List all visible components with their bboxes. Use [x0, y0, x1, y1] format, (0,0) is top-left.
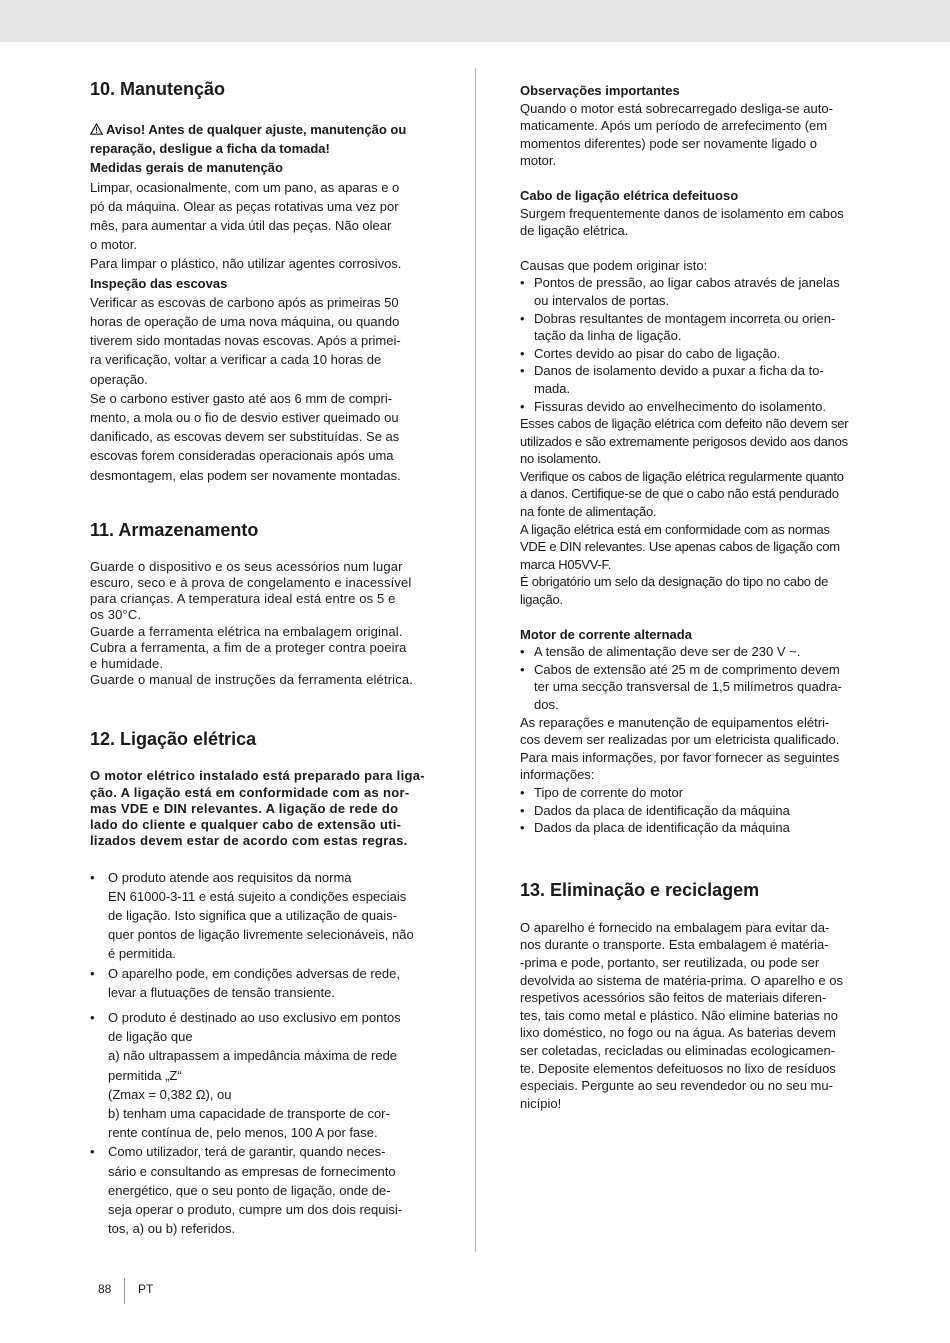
text-line: Verificar as escovas de carbono após as primeiras 50 — [90, 294, 399, 310]
list-item — [90, 1142, 432, 1238]
important-notes-text — [520, 100, 860, 170]
bullet-icon: • — [520, 345, 525, 361]
brush-inspection-heading: Inspeção das escovas — [90, 275, 228, 291]
list-item-text: O produto atende aos requisitos da norma — [108, 869, 352, 885]
general-maintenance-text — [90, 178, 432, 274]
warning-text — [90, 120, 432, 158]
list-item-text: O aparelho pode, em condições adversas de rede, — [108, 965, 400, 981]
text-line: Guarde a ferramenta elétrica na embalagem original. — [90, 623, 403, 639]
right-column — [520, 82, 860, 1112]
text-line: desmontagem, elas podem ser novamente montadas. — [90, 467, 401, 483]
brush-inspection-text — [90, 293, 432, 485]
list-item-text: levar a flutuações de tensão transiente. — [108, 984, 335, 1000]
top-band — [0, 0, 950, 42]
text-line: escovas forem consideradas operacionais após uma — [90, 448, 394, 464]
electrical-intro-text — [90, 768, 432, 849]
defective-cable-heading: Cabo de ligação elétrica defeituoso — [520, 187, 739, 203]
required-info-list — [520, 784, 860, 837]
bullet-icon: • — [90, 965, 95, 981]
list-item — [520, 398, 860, 416]
text-line: danificado, as escovas devem ser substituídas. Se as — [90, 429, 400, 445]
text-line: tiverem sido montadas novas escovas. Após a primei- — [90, 333, 401, 349]
text-line: mento, a mola ou o fio de desvio estiver queimado ou — [90, 410, 399, 426]
text-line: Guarde o dispositivo e os seus acessórios num lugar — [90, 558, 403, 574]
list-item-text: de ligação que — [108, 1029, 193, 1045]
list-item — [520, 274, 860, 309]
text-line: A ligação elétrica está em conformidade com as normas — [520, 521, 830, 537]
list-item-text: Cabos de extensão até 25 m de comprimento devem — [534, 661, 840, 677]
list-item-text: seja operar o produto, cumpre um dos dois requisi- — [108, 1201, 403, 1217]
text-line: de ligação elétrica. — [520, 223, 629, 239]
text-line: VDE e DIN relevantes. Use apenas cabos de ligação com — [520, 539, 840, 555]
list-item-text: dos. — [534, 697, 559, 712]
bullet-icon: • — [520, 275, 525, 291]
list-item-text: é permitida. — [108, 946, 176, 962]
text-line: O aparelho é fornecido na embalagem para evitar da- — [520, 919, 830, 935]
text-line: Surgem frequentemente danos de isolamento em cabos — [520, 205, 844, 221]
list-item-text: rente contínua de, pelo menos, 100 A por fase. — [108, 1125, 378, 1141]
list-item-text: b) tenham uma capacidade de transporte de cor- — [108, 1105, 390, 1121]
bullet-icon: • — [90, 1144, 95, 1160]
bullet-icon: • — [520, 398, 525, 414]
text-line: Para limpar o plástico, não utilizar agentes corrosivos. — [90, 256, 402, 272]
text-line: ra verificação, voltar a verificar a cada 10 horas de — [90, 352, 382, 368]
list-item-text: Danos de isolamento devido a puxar a ficha da to- — [534, 363, 824, 379]
ac-motor-heading: Motor de corrente alternada — [520, 626, 692, 642]
list-item — [520, 819, 860, 837]
text-line: marca H05VV-F. — [520, 556, 612, 572]
list-item-text: ou intervalos de portas. — [534, 292, 670, 308]
list-item-text: Cortes devido ao pisar do cabo de ligação. — [534, 345, 781, 361]
list-item-text: EN 61000-3-11 e está sujeito a condições especiais — [108, 888, 407, 904]
text-line: Cubra a ferramenta, a fim de a proteger contra poeira — [90, 639, 407, 655]
bullet-icon: • — [520, 363, 525, 379]
list-item — [520, 310, 860, 345]
text-line: a danos. Certifique-se de que o cabo não está pendurado — [520, 486, 839, 502]
repairs-text — [520, 714, 860, 784]
left-column — [90, 78, 432, 1238]
storage-text — [90, 559, 432, 689]
list-item-text: Fissuras devido ao envelhecimento do isolamento. — [534, 398, 826, 414]
list-item-text: permitida „Z“ — [108, 1067, 182, 1083]
bullet-icon: • — [90, 869, 95, 885]
list-item-text: energético, que o seu ponto de ligação, onde de- — [108, 1182, 391, 1198]
electrical-bullet-list — [90, 868, 432, 1239]
list-item — [520, 784, 860, 802]
list-item-text: quer pontos de ligação livremente selecionáveis, não — [108, 927, 414, 943]
list-item-text: Dados da placa de identificação da máquina — [534, 820, 790, 836]
text-line: O motor elétrico instalado está preparado para liga- — [90, 768, 425, 784]
bullet-icon: • — [520, 784, 525, 800]
list-item — [520, 643, 860, 661]
text-line: Se o carbono estiver gasto até aos 6 mm de compri- — [90, 390, 393, 406]
text-line: no isolamento. — [520, 451, 602, 467]
list-item-text: ter uma secção transversal de 1,5 milímetros quadra- — [534, 679, 842, 695]
list-item-text: (Zmax = 0,382 Ω), ou — [108, 1086, 232, 1102]
list-item-text: tos, a) ou b) referidos. — [108, 1221, 236, 1237]
text-line: Limpar, ocasionalmente, com um pano, as aparas e o — [90, 179, 400, 195]
general-maintenance-heading: Medidas gerais de manutenção — [90, 160, 283, 176]
disposal-text — [520, 919, 860, 1113]
list-item — [90, 1008, 432, 1142]
list-item-text: Tipo de corrente do motor — [534, 784, 684, 800]
text-line: operação. — [90, 371, 148, 387]
text-line: lizados devem estar de acordo com estas regras. — [90, 833, 408, 849]
bullet-icon: • — [520, 310, 525, 326]
list-item — [520, 345, 860, 363]
text-line: ser coletadas, recicladas ou eliminadas ecologicamen- — [520, 1042, 836, 1058]
text-line: motor. — [520, 153, 557, 169]
section-10-title: 10. Manutenção — [90, 79, 226, 99]
list-item-text: O produto é destinado ao uso exclusivo em pontos — [108, 1009, 401, 1025]
text-line: Verifique os cabos de ligação elétrica regularmente quanto — [520, 468, 844, 484]
language-code: PT — [138, 1282, 154, 1296]
list-item — [90, 868, 432, 964]
ac-motor-list — [520, 643, 860, 713]
list-item-text: tação da linha de ligação. — [534, 328, 682, 344]
text-line: -prima e pode, portanto, ser reutilizada, ou pode ser — [520, 954, 820, 970]
causes-list — [520, 274, 860, 415]
text-line: informações: — [520, 767, 595, 783]
text-line: Esses cabos de ligação elétrica com defeito não devem ser — [520, 416, 849, 432]
bullet-icon: • — [520, 820, 525, 836]
list-item-text: A tensão de alimentação deve ser de 230 V ~. — [534, 644, 801, 660]
text-line: escuro, seco e à prova de congelamento e inacessível — [90, 575, 412, 591]
list-item-text: Como utilizador, terá de garantir, quando neces- — [108, 1144, 386, 1160]
text-line: pó da máquina. Olear as peças rotativas uma vez por — [90, 198, 399, 214]
text-line: os 30°C. — [90, 607, 142, 623]
text-line: horas de operação de uma nova máquina, ou quando — [90, 314, 400, 330]
list-item-text: de ligação. Isto significa que a utilização de quais- — [108, 907, 398, 923]
list-item — [520, 661, 860, 714]
text-line: te. Deposite elementos defeituosos no lixo de resíduos — [520, 1060, 836, 1076]
text-line: na fonte de alimentação. — [520, 504, 657, 520]
text-line: Guarde o manual de instruções da ferramenta elétrica. — [90, 672, 414, 688]
text-line: mês, para aumentar a vida útil das peças. Não olear — [90, 218, 392, 234]
text-line: utilizados e são extremamente perigosos devido aos danos — [520, 433, 848, 449]
text-line: As reparações e manutenção de equipamentos elétri- — [520, 714, 830, 730]
list-item — [90, 964, 432, 1002]
section-11-title: 11. Armazenamento — [90, 519, 259, 540]
important-notes-heading: Observações importantes — [520, 83, 680, 98]
text-line: especiais. Pergunte ao seu revendedor ou no seu mu- — [520, 1078, 833, 1094]
list-item — [520, 802, 860, 820]
section-13-title: 13. Eliminação e reciclagem — [520, 879, 760, 900]
list-item-text: Dados da placa de identificação da máquina — [534, 802, 790, 818]
list-item-text: Pontos de pressão, ao ligar cabos através de janelas — [534, 275, 840, 291]
text-line: nos durante o transporte. Esta embalagem é matéria- — [520, 937, 829, 953]
text-line: momentos diferentes) pode ser novamente ligado o — [520, 135, 818, 151]
text-line: respetivos acessórios são feitos de materiais diferen- — [520, 990, 827, 1006]
text-line: ligação. — [520, 592, 563, 608]
bullet-icon: • — [90, 1009, 95, 1025]
cable-warning-text — [520, 415, 860, 609]
footer-separator — [124, 1278, 125, 1304]
text-line: maticamente. Após um período de arrefecimento (em — [520, 118, 828, 134]
bullet-icon: • — [520, 661, 525, 677]
list-item — [520, 362, 860, 397]
column-divider — [475, 68, 476, 1252]
text-line: tes, tais como metal e plástico. Não elimine baterias no — [520, 1007, 838, 1023]
list-item-text: a) não ultrapassem a impedância máxima de rede — [108, 1048, 398, 1064]
text-line: ção. A ligação está em conformidade com as nor- — [90, 784, 410, 800]
section-12-title: 12. Ligação elétrica — [90, 729, 257, 750]
text-line: lado do cliente e qualquer cabo de extensão uti- — [90, 817, 402, 833]
text-line: o motor. — [90, 237, 137, 253]
text-line: e humidade. — [90, 656, 164, 672]
text-line: para crianças. A temperatura ideal está entre os 5 e — [90, 591, 396, 607]
warning-icon — [90, 123, 103, 135]
text-line: lixo doméstico, no fogo ou na água. As baterias devem — [520, 1025, 836, 1041]
list-item-text: mada. — [534, 380, 571, 396]
list-item-text: sário e consultando as empresas de fornecimento — [108, 1163, 396, 1179]
bullet-icon: • — [520, 802, 525, 818]
warning-label: Aviso! Antes de qualquer ajuste, manutenção ou reparação, desligue a ficha da tomada! — [90, 122, 407, 157]
text-line: É obrigatório um selo da designação do tipo no cabo de — [520, 574, 829, 590]
page-number: 88 — [98, 1282, 112, 1296]
text-line: cos devem ser realizadas por um eletricista qualificado. — [520, 732, 840, 748]
text-line: Quando o motor está sobrecarregado desliga-se auto- — [520, 100, 833, 116]
list-item-text: Dobras resultantes de montagem incorreta ou orien- — [534, 310, 836, 326]
causes-intro: Causas que podem originar isto: — [520, 257, 708, 273]
defective-cable-text — [520, 205, 860, 240]
text-line: devolvida ao sistema de matéria-prima. O aparelho e os — [520, 972, 843, 988]
text-line: nicípio! — [520, 1095, 562, 1111]
text-line: mas VDE e DIN relevantes. A ligação de rede do — [90, 800, 399, 816]
bullet-icon: • — [520, 644, 525, 660]
text-line: Para mais informações, por favor fornecer as seguintes — [520, 749, 840, 765]
